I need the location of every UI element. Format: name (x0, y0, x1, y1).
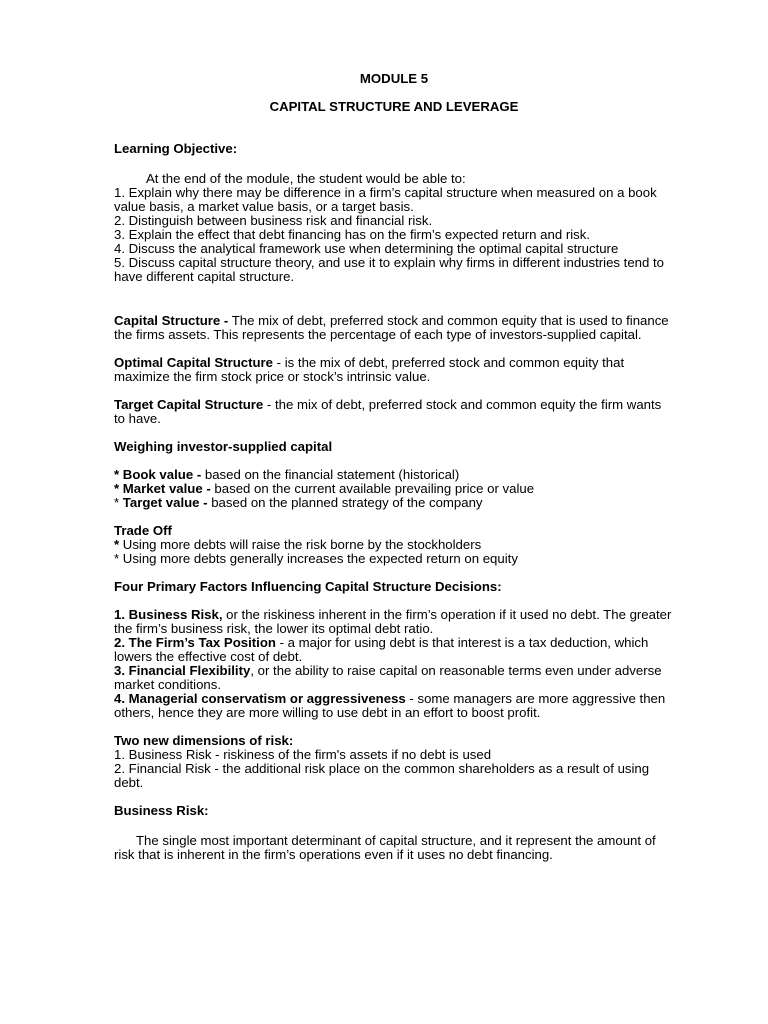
factor-tax-position: 2. The Firm’s Tax Position - a major for using debt is that interest is a tax deduction, which lowers the effective cost of debt. (114, 635, 649, 664)
objective-item-5: 5. Discuss capital structure theory, and use it to explain why firms in different industries tend to have different capital structure. (114, 255, 664, 284)
objective-item-1: 1. Explain why there may be difference in a firm’s capital structure when measured on a book value basis, a market value basis, or a target basis. (114, 185, 657, 214)
objective-item-2: 2. Distinguish between business risk and financial risk. (114, 213, 433, 228)
trade-off-item-2: * Using more debts generally increases the expected return on equity (114, 551, 518, 566)
business-risk-heading: Business Risk: (114, 803, 209, 818)
learning-objective-intro: At the end of the module, the student would be able to: (146, 171, 466, 186)
weighing-item-book-value: * Book value - based on the financial statement (historical) (114, 467, 460, 482)
dimensions-heading: Two new dimensions of risk: (114, 733, 294, 748)
learning-objective-heading: Learning Objective: (114, 141, 238, 156)
definition-target-capital-structure: Target Capital Structure - the mix of debt, preferred stock and common equity the firm wants to have. (114, 397, 662, 426)
factor-managerial-conservatism: 4. Managerial conservatism or aggressiveness - some managers are more aggressive then others, hence they are more willing to use debt in an effort to boost profit. (114, 691, 666, 720)
trade-off-item-1: * Using more debts will raise the risk borne by the stockholders (114, 537, 482, 552)
objective-item-4: 4. Discuss the analytical framework use when determining the optimal capital structure (114, 241, 619, 256)
factors-heading: Four Primary Factors Influencing Capital Structure Decisions: (114, 579, 502, 594)
factor-financial-flexibility: 3. Financial Flexibility, or the ability to raise capital on reasonable terms even under adverse market conditions. (114, 663, 662, 692)
trade-off-heading: Trade Off (114, 523, 172, 538)
module-subtitle: CAPITAL STRUCTURE AND LEVERAGE (269, 99, 519, 114)
weighing-item-market-value: * Market value - based on the current available prevailing price or value (114, 481, 535, 496)
weighing-item-target-value: * Target value - based on the planned strategy of the company (114, 495, 483, 510)
weighing-heading: Weighing investor-supplied capital (114, 439, 333, 454)
business-risk-text: The single most important determinant of capital structure, and it represent the amount of risk that is inherent in the firm’s operations even if it uses no debt financing. (114, 833, 656, 862)
definition-capital-structure: Capital Structure - The mix of debt, preferred stock and common equity that is used to finance the firms assets. This represents the percentage of each type of investors-supplied capital. (114, 313, 669, 342)
module-title: MODULE 5 (359, 71, 429, 86)
dimension-business-risk: 1. Business Risk - riskiness of the firm's assets if no debt is used (114, 747, 492, 762)
factor-business-risk: 1. Business Risk, or the riskiness inherent in the firm’s operation if it used no debt. The greater the firm’s business risk, the lower its optimal debt ratio. (114, 607, 672, 636)
dimension-financial-risk: 2. Financial Risk - the additional risk place on the common shareholders as a result of using debt. (114, 761, 650, 790)
definition-optimal-capital-structure: Optimal Capital Structure - is the mix of debt, preferred stock and common equity that maximize the firm stock price or stock’s intrinsic value. (114, 355, 625, 384)
document-body (114, 72, 674, 862)
objective-item-3: 3. Explain the effect that debt financing has on the firm’s expected return and risk. (114, 227, 591, 242)
